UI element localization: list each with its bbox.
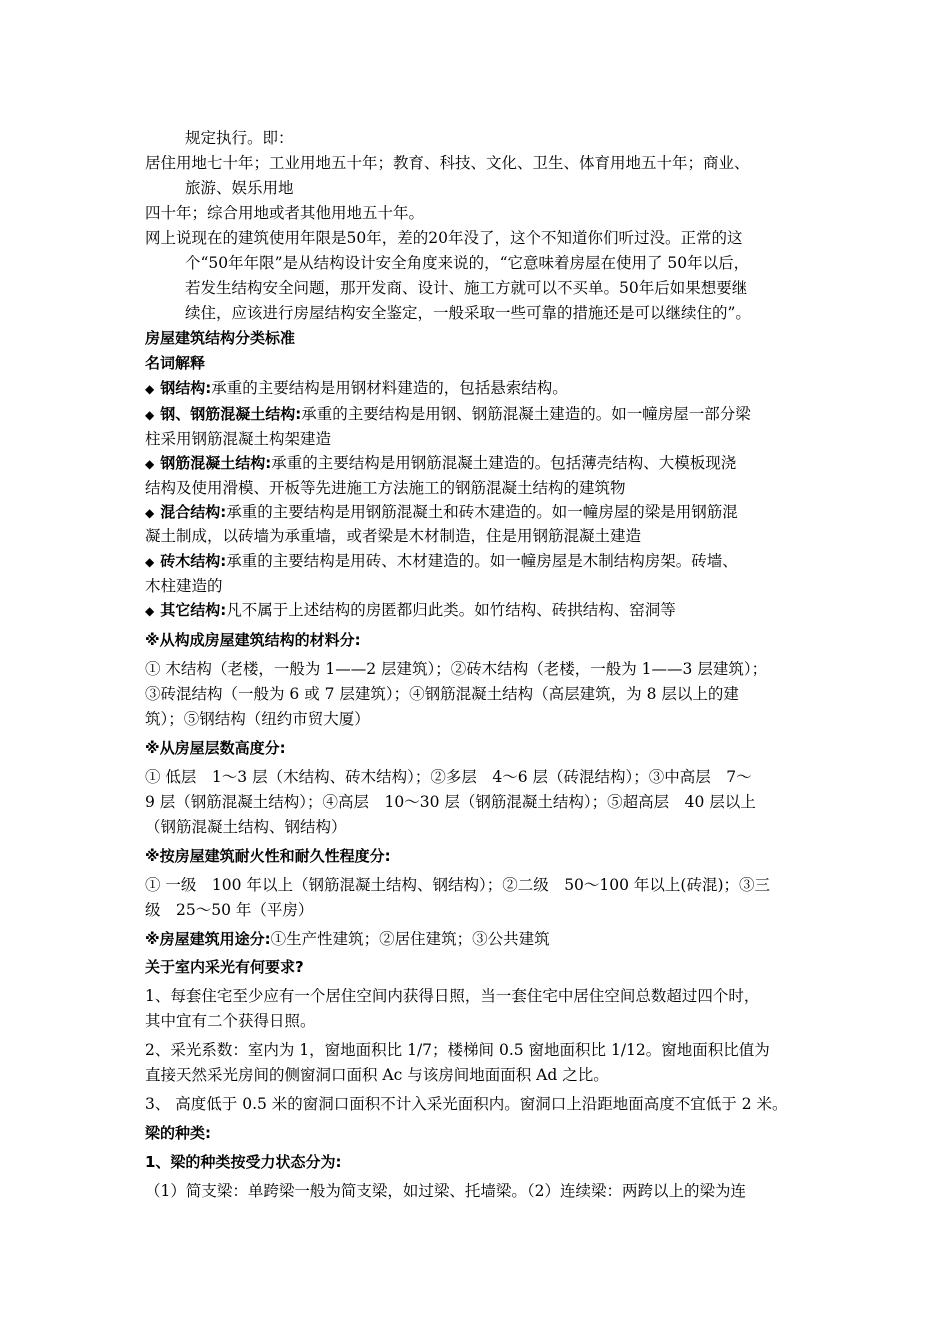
- text-line: 2、采光系数：室内为 1，窗地面积比 1/7；楼梯间 0.5 窗地面积比 1/12。窗地面积比值为: [145, 1041, 770, 1059]
- text-line: 个“50年年限”是从结构设计安全角度来说的，“它意味着房屋在使用了 50年以后，: [185, 254, 750, 272]
- definition-item: [0, 599, 950, 622]
- definition-term: 混合结构:: [160, 503, 227, 521]
- definition-text: 承重的主要结构是用钢材料建造的，包括悬索结构。: [211, 379, 568, 397]
- text-line: 3、 高度低于 0.5 米的窗洞口面积不计入采光面积内。窗洞口上沿距地面高度不宜低于 2 米。: [145, 1095, 788, 1113]
- definition-text: 承重的主要结构是用砖、木材建造的。如一幢房屋是木制结构房架。砖墙、: [226, 552, 738, 570]
- text-line: 其中宜有二个获得日照。: [145, 1012, 316, 1030]
- bullet-diamond-icon: ◆: [145, 604, 155, 618]
- text-line: （钢筋混凝土结构、钢结构）: [145, 818, 347, 836]
- text-line: 级 25～50 年（平房）: [145, 901, 314, 919]
- section-heading: 名词解释: [145, 354, 206, 372]
- usage-text: ①生产性建筑；②居住建筑；③公共建筑: [270, 930, 550, 948]
- text-line: 9 层（钢筋混凝土结构）；④高层 10～30 层（钢筋混凝土结构）；⑤超高层 40 层以上: [145, 793, 756, 811]
- text-line: 续住，应该进行房屋结构安全鉴定，一般采取一些可靠的措施还是可以继续住的”。: [185, 304, 751, 322]
- definition-text: 柱采用钢筋混凝土构架建造: [145, 430, 332, 448]
- bullet-diamond-icon: ◆: [145, 506, 155, 520]
- section-heading: ※从构成房屋建筑结构的材料分:: [145, 631, 361, 649]
- definition-text: 凝土制成，以砖墙为承重墙，或者梁是木材制造，住是用钢筋混凝土建造: [145, 527, 642, 545]
- definition-text: 木柱建造的: [145, 577, 223, 595]
- section-heading: 梁的种类:: [145, 1124, 211, 1142]
- definition-text: 承重的主要结构是用钢、钢筋混凝土建造的。如一幢房屋一部分梁: [301, 405, 751, 423]
- definition-item: [0, 403, 950, 426]
- section-heading: ※按房屋建筑耐火性和耐久性程度分:: [145, 847, 391, 865]
- section-heading: ※从房屋层数高度分:: [145, 739, 286, 757]
- text-line: （1）简支梁：单跨梁一般为简支梁，如过梁、托墙梁。（2）连续梁：两跨以上的梁为连: [145, 1182, 746, 1200]
- text-line: 规定执行。即：: [185, 129, 294, 147]
- text-line: 若发生结构安全问题，那开发商、设计、施工方就可以不买单。50年后如果想要继: [185, 279, 748, 297]
- bullet-diamond-icon: ◆: [145, 555, 155, 569]
- definition-item: [0, 501, 950, 524]
- definition-text: 凡不属于上述结构的房匿都归此类。如竹结构、砖拱结构、窑洞等: [226, 601, 676, 619]
- text-line: 直接天然采光房间的侧窗洞口面积 Ac 与该房间地面面积 Ad 之比。: [145, 1066, 609, 1084]
- bullet-diamond-icon: ◆: [145, 382, 155, 396]
- text-line: ③砖混结构（一般为 6 或 7 层建筑）；④钢筋混凝土结构（高层建筑，为 8 层以上的建: [145, 685, 739, 703]
- text-line: 四十年；综合用地或者其他用地五十年。: [145, 204, 425, 222]
- definition-term: 钢、钢筋混凝土结构:: [160, 405, 302, 423]
- definition-text: 承重的主要结构是用钢筋混凝土建造的。包括薄壳结构、大模板现浇: [271, 454, 737, 472]
- definition-term: 钢结构:: [160, 379, 212, 397]
- text-line: 筑）；⑤钢结构（纽约市贸大厦）: [145, 710, 370, 728]
- text-line: 网上说现在的建筑使用年限是50年，差的20年没了，这个不知道你们听过没。正常的这: [145, 229, 743, 247]
- bullet-diamond-icon: ◆: [145, 408, 155, 422]
- definition-item: [0, 550, 950, 573]
- text-line: ① 低层 1～3 层（木结构、砖木结构）；②多层 4～6 层（砖混结构）；③中高层 7～: [145, 768, 752, 786]
- text-line: 居住用地七十年；工业用地五十年；教育、科技、文化、卫生、体育用地五十年；商业、: [145, 154, 750, 172]
- usage-line: [0, 928, 950, 950]
- definition-text: 承重的主要结构是用钢筋混凝土和砖木建造的。如一幢房屋的梁是用钢筋混: [226, 503, 738, 521]
- section-heading: ※房屋建筑用途分:: [145, 930, 271, 948]
- bullet-diamond-icon: ◆: [145, 457, 155, 471]
- text-line: ① 一级 100 年以上（钢筋混凝土结构、钢结构）；②二级 50～100 年以上(砖混)；③三: [145, 876, 771, 894]
- text-line: 1、每套住宅至少应有一个居住空间内获得日照，当一套住宅中居住空间总数超过四个时，: [145, 987, 760, 1005]
- definition-text: 结构及使用滑模、开板等先进施工方法施工的钢筋混凝土结构的建筑物: [145, 479, 626, 497]
- definition-term: 其它结构:: [160, 601, 227, 619]
- definition-term: 砖木结构:: [160, 552, 227, 570]
- section-heading: 关于室内采光有何要求?: [145, 958, 304, 976]
- section-heading: 1、梁的种类按受力状态分为:: [145, 1153, 342, 1171]
- definition-term: 钢筋混凝土结构:: [160, 454, 272, 472]
- section-heading: 房屋建筑结构分类标准: [145, 329, 296, 347]
- text-line: 旅游、娱乐用地: [185, 179, 294, 197]
- text-line: ① 木结构（老楼，一般为 1——2 层建筑）；②砖木结构（老楼，一般为 1——3 层建筑）；: [145, 660, 768, 678]
- definition-item: [0, 377, 950, 400]
- definition-item: [0, 452, 950, 475]
